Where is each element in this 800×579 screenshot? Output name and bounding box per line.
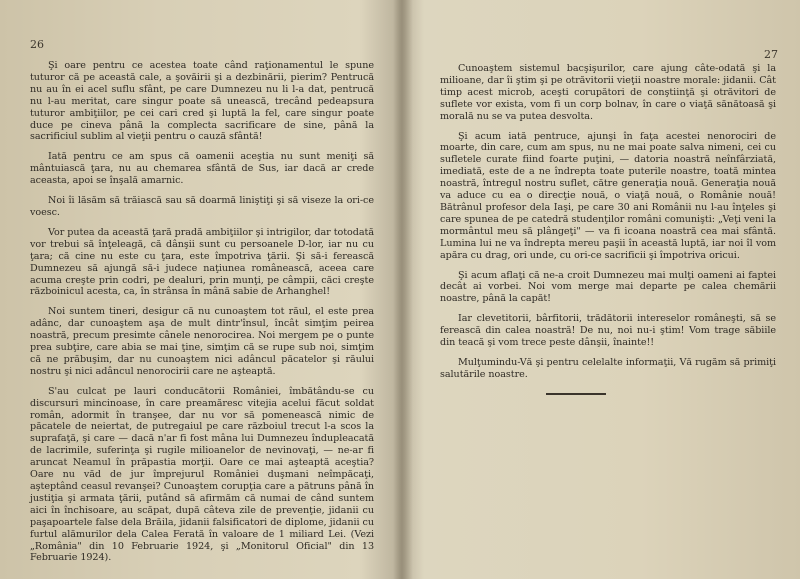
paragraph: Iar clevetitorii, bârfitorii, trădătorii intereselor româneşti, să se ferească din calea noastră! De nu, noi nu-i ştim! Vom trage săbiile din teacă şi vom trece peste dânşii, înainte!! xyxy=(440,313,776,349)
page-body xyxy=(30,60,374,566)
page-number: 26 xyxy=(30,38,44,51)
paragraph: Mulţumindu-Vă şi pentru celelalte informaţii, Vă rugăm să primiţi salutările noastre. xyxy=(440,356,776,380)
paragraph: S'au culcat pe lauri conducătorii României, îmbătându-se cu discursuri mincinoase, în care preamăresc vitejia acelui făcut soldat român, adormit în tranşee, dar nu vor să pomenească nimic de păcatele de neiertat, de putregaiul pe care războiul trecut l-a scos la suprafaţă, şi care — dacă n'ar fi fost mâna lui Dumnezeu îndupleacată de lacrimile, suferinţa şi rugile milioanelor de nevinovaţi, — ne-ar fi aruncat Neamul în prăpastia morţii. Oare ce mai aşteaptă aceştia? Oare nu văd de jur împrejurul României duşmani neîmpăcaţi, aşteptând ceasul revanşei? Cunoaştem corupţia care a pătruns până în justiţia şi armata ţării, putând să afirmăm că numai de când suntem aici în închisoare, au scăpat, după câteva zile de prevenţie, jidanii cu paşapoartele false dela Brăila, jidanii falsificatori de diplome, jidanii cu furtul alămurilor dela Calea Ferată în valoare de 1 miliard Lei. (Vezi „România" din 10 Februarie 1924, şi „Monitorul Oficial" din 13 Februarie 1924). xyxy=(30,385,374,564)
paragraph: Şi oare pentru ce acestea toate când raţionamentul le spune tuturor că pe această cale, a şovăirii şi a dezbinării, pierim? Pentrucă nu au în ei acel suflu sfânt, pe care Dumnezeu nu li l-a dat, pentrucă nu l-au meritat, care singur poate să unească, trecând pedeapsura tuturor ambiţiilor, pe cei cari cred şi luptă la fel, care singur poate duce pe cineva până la complecta sacrificare de sine, până la sacrificiul sublim al vieţii pentru o cauză sfântă! xyxy=(30,60,374,143)
section-divider xyxy=(546,393,606,395)
paragraph: Iată pentru ce am spus că oamenii aceştia nu sunt meniţi să mântuiască ţara, nu au chemarea sfântă de Sus, iar dacă ar crede aceasta, apoi se înşală amarnic. xyxy=(30,151,374,187)
paragraph: Cunoaştem sistemul bacşişurilor, care ajung câte-odată şi la milioane, dar îi ştim şi pe otrăvitorii vieţii noastre morale: jidanii. Cât timp acest microb, aceşti corupători de conştiinţă şi otrăvitori de suflete vor exista, vom fi un corp bolnav, în care o viaţă sănătoasă şi morală nu se va putea desvolta. xyxy=(440,63,776,122)
paragraph: Şi acum iată pentruce, ajunşi în faţa acestei nenorociri de moarte, din care, cum am spus, nu ne mai poate salva nimeni, cei cu sufletele curate fiind foarte puţini, — datoria noastră neînfârziată, imediată, este de a ne îndrepta toate puterile noastre, toată mintea noastră, întregul nostru suflet, către generaţia nouă. Generaţia nouă va aduce cu ea o direcţie nouă, o viaţă nouă, o Românie nouă! Bătrânul profesor dela Iaşi, pe care 30 ani Românii nu l-au înţeles şi care spunea de pe catedră studenţilor români comunişti: „Veţi veni la mormântul meu să plângeţi" — va fi icoana noastră cea mai sfântă. Lumina lui ne va îndrepta mereu paşii în această luptă, iar noi îl vom apăra cu drag, ori unde, cu ori-ce sacrificii şi împotriva oricui. xyxy=(440,130,776,261)
page-number: 27 xyxy=(764,48,778,61)
right-page xyxy=(406,0,800,579)
paragraph: Noi îi lăsăm să trăiască sau să doarmă liniştiţi şi să viseze la ori-ce voesc. xyxy=(30,195,374,218)
paragraph: Noi suntem tineri, desigur că nu cunoaştem tot răul, el este prea adânc, dar cunoaştem aşa de mult dintr'însul, încât simţim peirea noastră, precum presimte cânele nenorocirea. Noi mergem pe o punte prea subţire, care abia se mai ţine, simţim că se rupe sub noi, simţim că ne prăbuşim, dar nu cunoaştem nici adâncul păcatelor şi răului nostru şi nici adâncul nenorocirii care ne aşteaptă. xyxy=(30,306,374,377)
paragraph: Şi acum aflaţi că ne-a croit Dumnezeu mai mulţi oameni ai faptei decât ai vorbei. Noi vom merge mai departe pe calea chemării noastre, până la capăt! xyxy=(440,269,776,305)
page-body xyxy=(440,63,776,383)
paragraph: Vor putea da această ţară pradă ambiţiilor şi intrigilor, dar totodată vor trebui să înţeleagă, că dânşii sunt cu persoanele D-lor, iar nu cu ţara; că cine nu este cu ţara, este împotriva ţării. Şi să-i ferească Dumnezeu să ajungă să-i judece naţiunea românească, aceea care acuma creşte prin codri, pe dealuri, prin munţi, pe câmpii, căci creşte războinicul acesta, ca, în strânsa în mână sabie de Arhanghel! xyxy=(30,226,374,298)
